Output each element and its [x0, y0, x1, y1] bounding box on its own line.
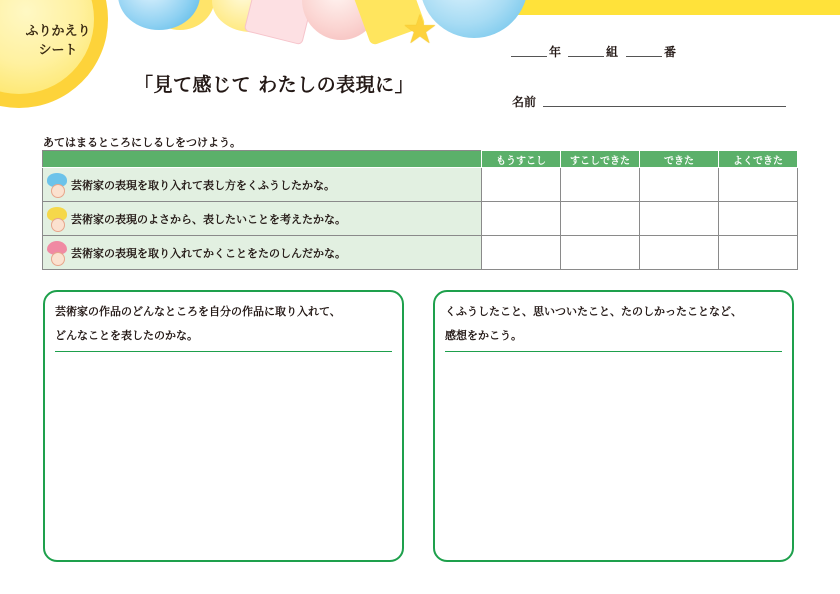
check-box-yokudekita[interactable]: [719, 202, 798, 236]
panel-prompt: [55, 300, 395, 348]
check-box-dekita[interactable]: [640, 236, 719, 270]
table-header-row: [43, 151, 798, 168]
panel-prompt-line-2: 感想をかこう。: [445, 329, 522, 342]
question-text: 芸術家の表現を取り入れて表し方をくふうしたかな。: [71, 178, 335, 192]
reflection-panel-left[interactable]: [43, 290, 404, 562]
badge-line-2: シート: [38, 43, 78, 58]
page-title: 「見て感じて わたしの表現に」: [134, 74, 415, 96]
name-label: 名前: [512, 95, 537, 109]
question-text: 芸術家の表現のよさから、表したいことを考えたかな。: [71, 212, 346, 226]
question-text: 芸術家の表現を取り入れてかくことをたのしんだかな。: [71, 246, 346, 260]
check-box-sukoshidekita[interactable]: [561, 236, 640, 270]
panel-prompt-line-2: どんなことを表したのかな。: [55, 329, 198, 342]
rating-header-1: もうすこし: [482, 151, 561, 168]
check-box-sukoshidekita[interactable]: [561, 168, 640, 202]
panel-prompt-line-1: くふうしたこと、思いついたこと、たのしかったことなど、: [445, 305, 742, 318]
check-box-dekita[interactable]: [640, 168, 719, 202]
check-box-sukoshidekita[interactable]: [561, 202, 640, 236]
pink-heart-icon: [47, 241, 67, 265]
badge-line-1: ふりかえり: [25, 24, 91, 39]
table-row: [43, 168, 798, 202]
rating-header-4: よくできた: [719, 151, 798, 168]
panel-divider: [55, 351, 392, 352]
blue-flower-icon: [47, 173, 67, 197]
check-box-yokudekita[interactable]: [719, 236, 798, 270]
question-cell: [43, 168, 482, 202]
question-cell: [43, 202, 482, 236]
sheet-badge: [6, 22, 110, 60]
number-label: 番: [664, 45, 677, 59]
rating-header-2: すこしできた: [561, 151, 640, 168]
yellow-flower-icon: [47, 207, 67, 231]
check-box-yokudekita[interactable]: [719, 168, 798, 202]
table-row: [43, 236, 798, 270]
panel-divider: [445, 351, 782, 352]
check-box-mousukoshi[interactable]: [482, 168, 561, 202]
number-field[interactable]: [626, 56, 662, 57]
reflection-panel-right[interactable]: [433, 290, 794, 562]
year-field[interactable]: [511, 56, 547, 57]
name-field[interactable]: [543, 106, 786, 107]
check-box-dekita[interactable]: [640, 202, 719, 236]
panel-prompt-line-1: 芸術家の作品のどんなところを自分の作品に取り入れて、: [55, 305, 341, 318]
year-label: 年: [549, 45, 562, 59]
panel-prompt: [445, 300, 785, 348]
top-yellow-band: [515, 0, 840, 15]
table-header-blank: [43, 151, 482, 168]
table-row: [43, 202, 798, 236]
self-evaluation-table: [42, 150, 798, 270]
class-field[interactable]: [568, 56, 604, 57]
check-box-mousukoshi[interactable]: [482, 236, 561, 270]
star-icon: ★: [402, 7, 438, 53]
instruction-text: あてはまるところにしるしをつけよう。: [43, 136, 241, 149]
check-box-mousukoshi[interactable]: [482, 202, 561, 236]
rating-header-3: できた: [640, 151, 719, 168]
question-cell: [43, 236, 482, 270]
class-label: 組: [606, 45, 619, 59]
